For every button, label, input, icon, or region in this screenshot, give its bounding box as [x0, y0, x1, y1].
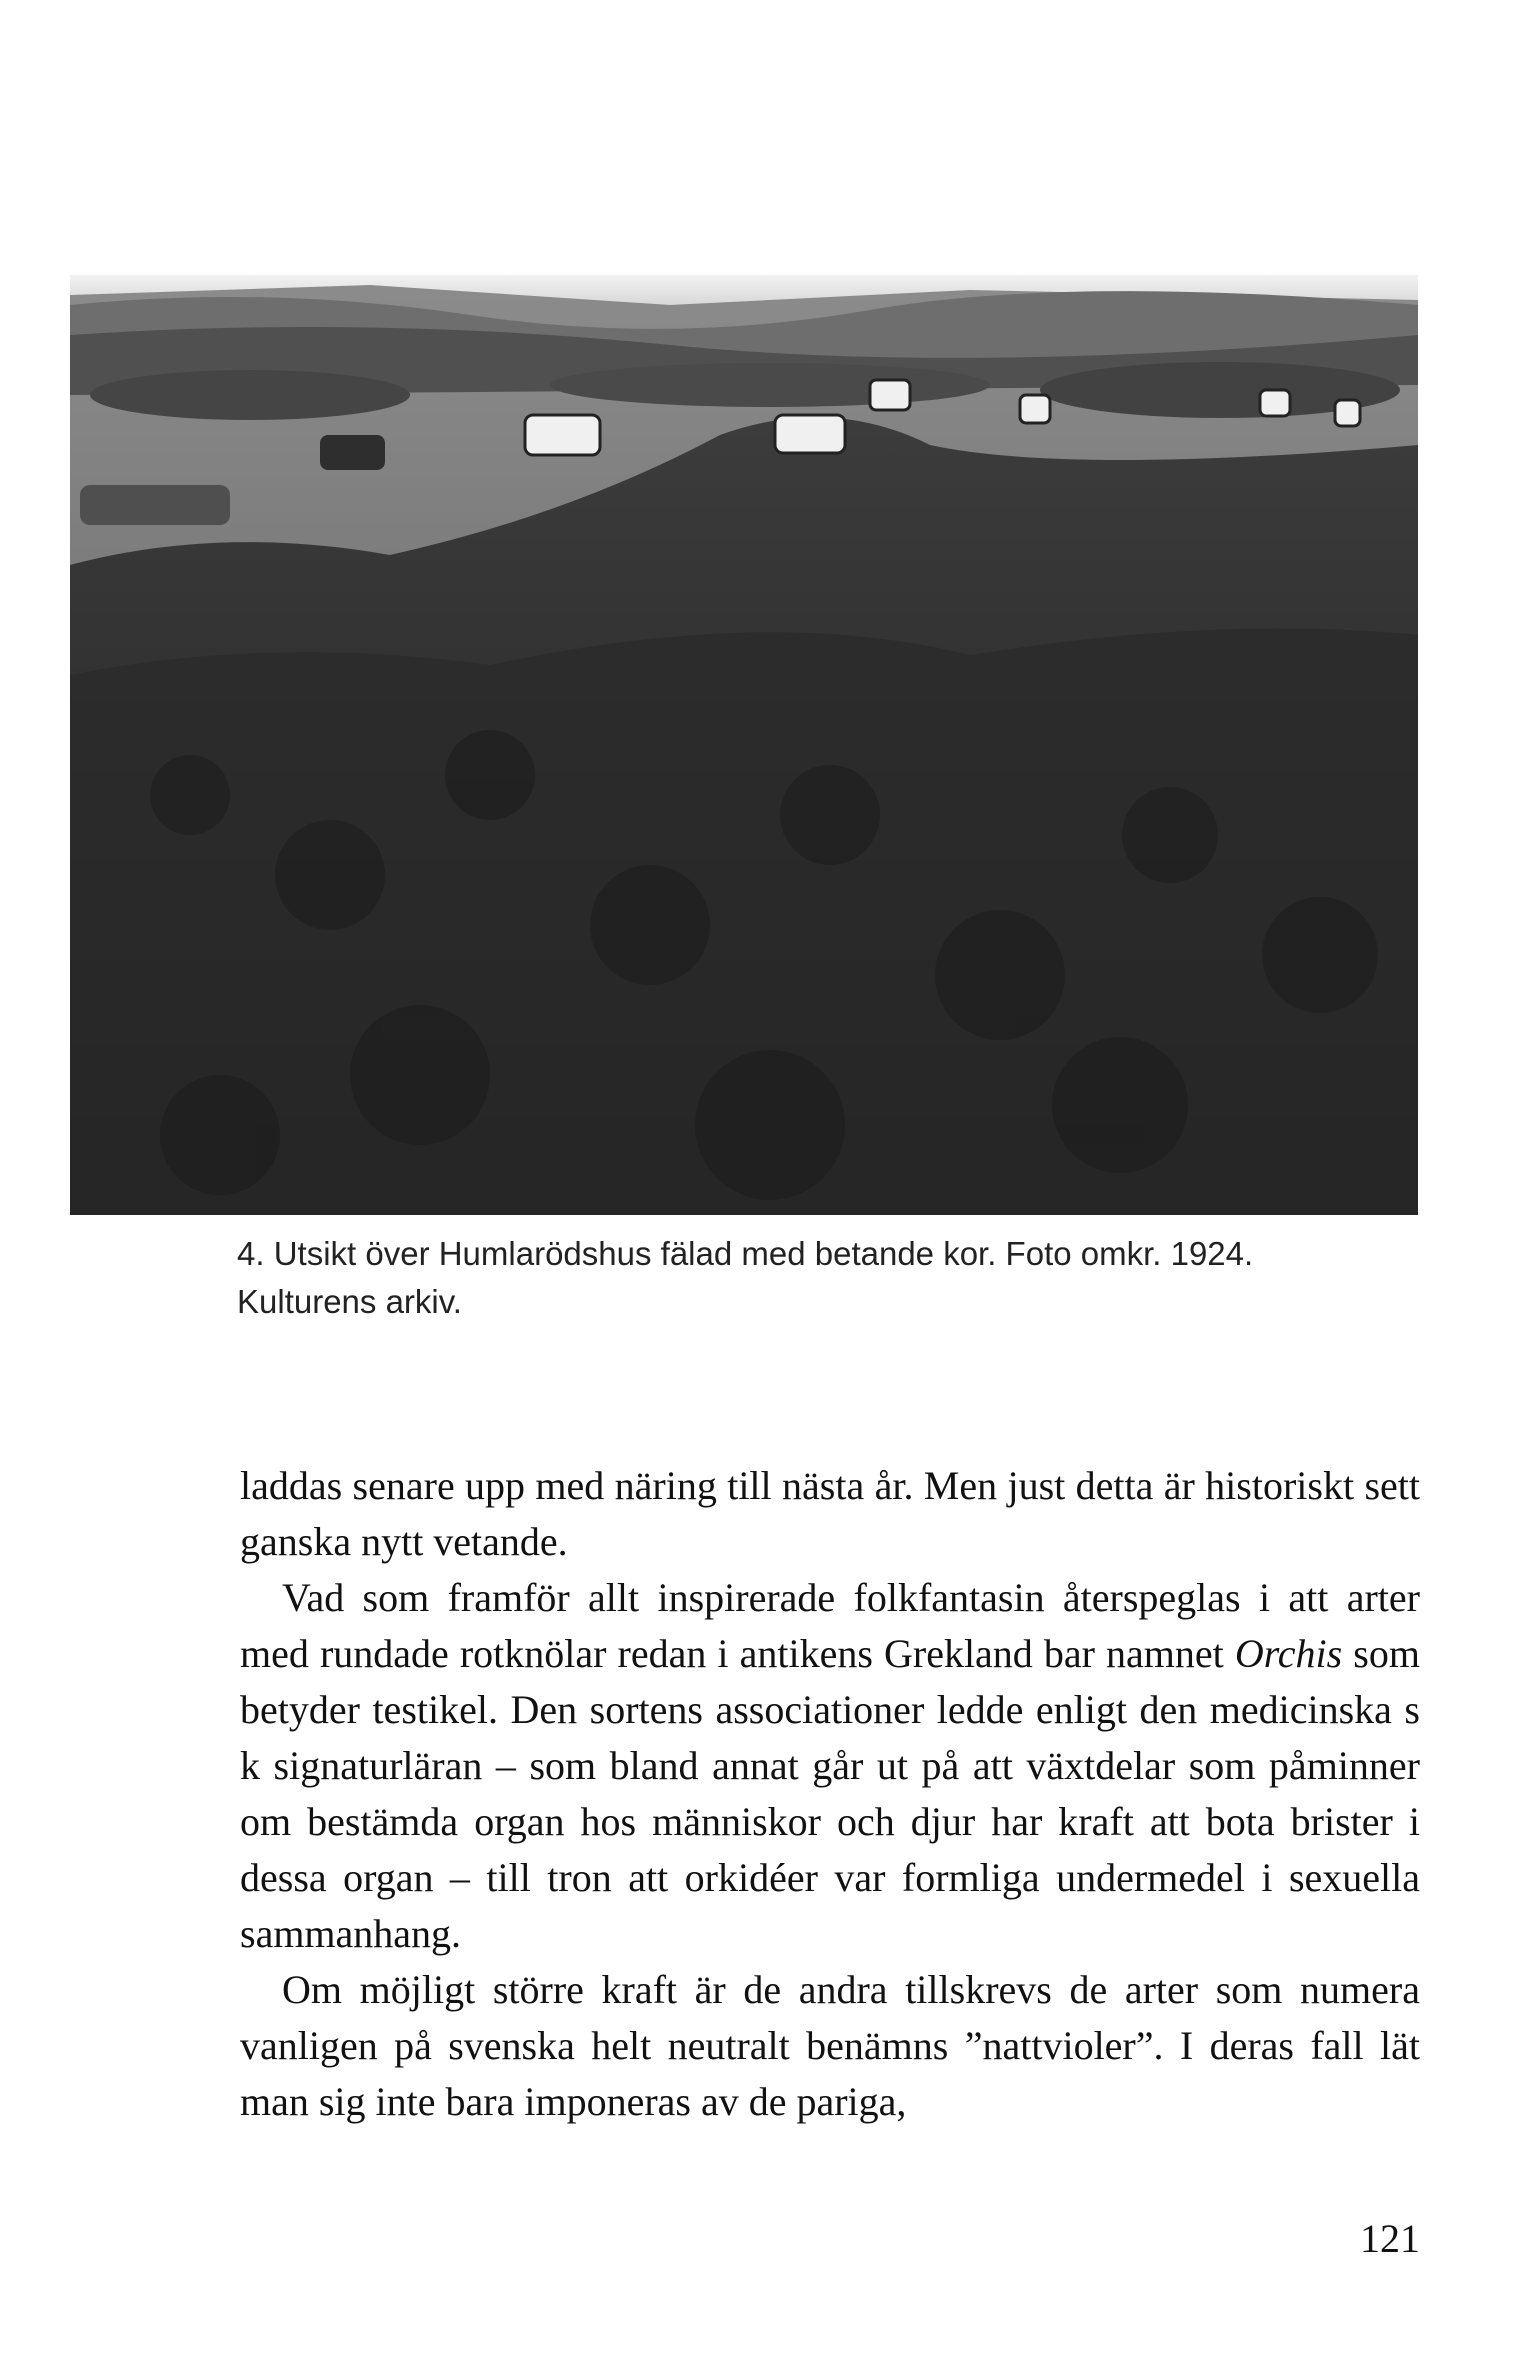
page-number: 121: [1360, 2216, 1420, 2261]
body-text: [240, 1458, 1420, 2130]
paragraph: Om möjligt större kraft är de andra tillskrevs de arter som numera vanligen på svenska helt neutralt benämns ”nattvioler”. I deras fall lät man sig inte bara imponeras av de pariga,: [240, 1967, 1420, 2124]
paragraph: laddas senare upp med näring till nästa år. Men just detta är historiskt sett ganska nytt vetande.: [240, 1463, 1420, 1564]
paragraph-text: som betyder testikel. Den sortens associationer ledde enligt den medicinska s k signaturläran – som bland annat går ut på att växtdelar som påminner om bestämda organ hos människor och djur har kraft att bota brister i dessa organ – till tron att orkidéer var formliga undermedel i sexuella sammanhang.: [240, 1631, 1420, 1956]
figure-caption: 4. Utsikt över Humlarödshus fälad med betande kor. Foto omkr. 1924. Kulturens arkiv.: [237, 1235, 1254, 1320]
photograph: [70, 275, 1418, 1215]
italic-term: Orchis: [1234, 1631, 1343, 1676]
landscape-photo-icon: [70, 275, 1418, 1215]
paragraph: [240, 1570, 1420, 1962]
paragraph-text: Vad som framför allt inspirerade folkfantasin återspeglas i att arter med rundade rotknölar redan i antikens Grekland bar namnet: [240, 1575, 1420, 1676]
